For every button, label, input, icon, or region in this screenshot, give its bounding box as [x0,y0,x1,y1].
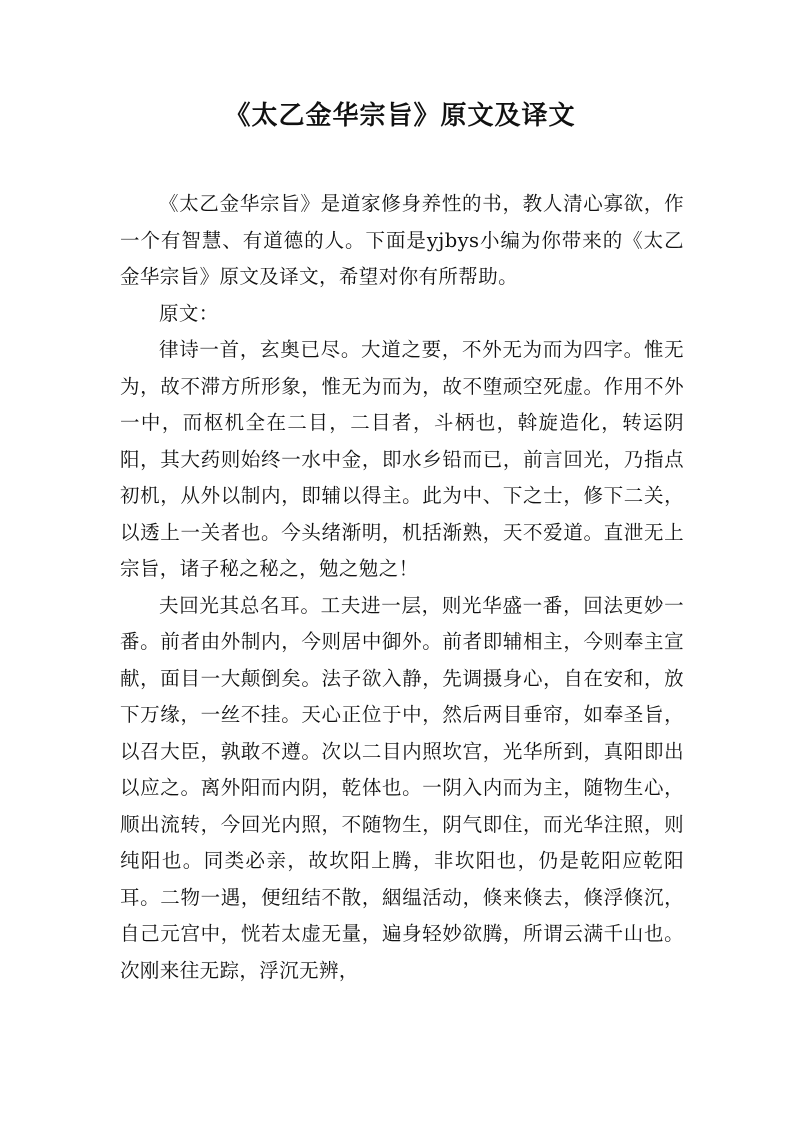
document-title: 《太乙金华宗旨》原文及译文 [224,101,576,131]
original-text-paragraph-2: 夫回光其总名耳。工夫进一层，则光华盛一番，回法更妙一番。前者由外制内，今则居中御外。前者即辅相主，今则奉主宣献，面目一大颠倒矣。法子欲入静，先调摄身心，自在安和，放下万缘，一丝不挂。天心正位于中，然后两目垂帘，如奉圣旨，以召大臣，孰敢不遵。次以二目内照坎宫，光华所到，真阳即出以应之。离外阳而内阴，乾体也。一阴入内而为主，随物生心，顺出流转，今回光内照，不随物生，阴气即住，而光华注照，则纯阳也。同类必亲，故坎阳上腾，非坎阳也，仍是乾阳应乾阳耳。二物一遇，便纽结不散，絪缊活动，倏来倏去，倏浮倏沉，自己元宫中，恍若太虚无量，遍身轻妙欲腾，所谓云满千山也。次刚来往无踪，浮沉无辨， [120,593,684,982]
document-body [120,186,684,989]
section-heading-original-text: 原文： [159,301,219,325]
intro-paragraph: 《太乙金华宗旨》是道家修身养性的书，教人清心寡欲，作一个有智慧、有道德的人。下面是yjbys小编为你带来的《太乙金华宗旨》原文及译文，希望对你有所帮助。 [120,192,684,288]
original-text-paragraph-1: 律诗一首，玄奥已尽。大道之要，不外无为而为四字。惟无为，故不滞方所形象，惟无为而为，故不堕顽空死虚。作用不外一中，而枢机全在二目，二目者，斗柄也，斡旋造化，转运阴阳，其大药则始终一水中金，即水乡铅而已，前言回光，乃指点初机，从外以制内，即辅以得主。此为中、下之士，修下二关，以透上一关者也。今头绪渐明，机括渐熟，天不爱道。直泄无上宗旨，诸子秘之秘之，勉之勉之！ [120,338,684,580]
